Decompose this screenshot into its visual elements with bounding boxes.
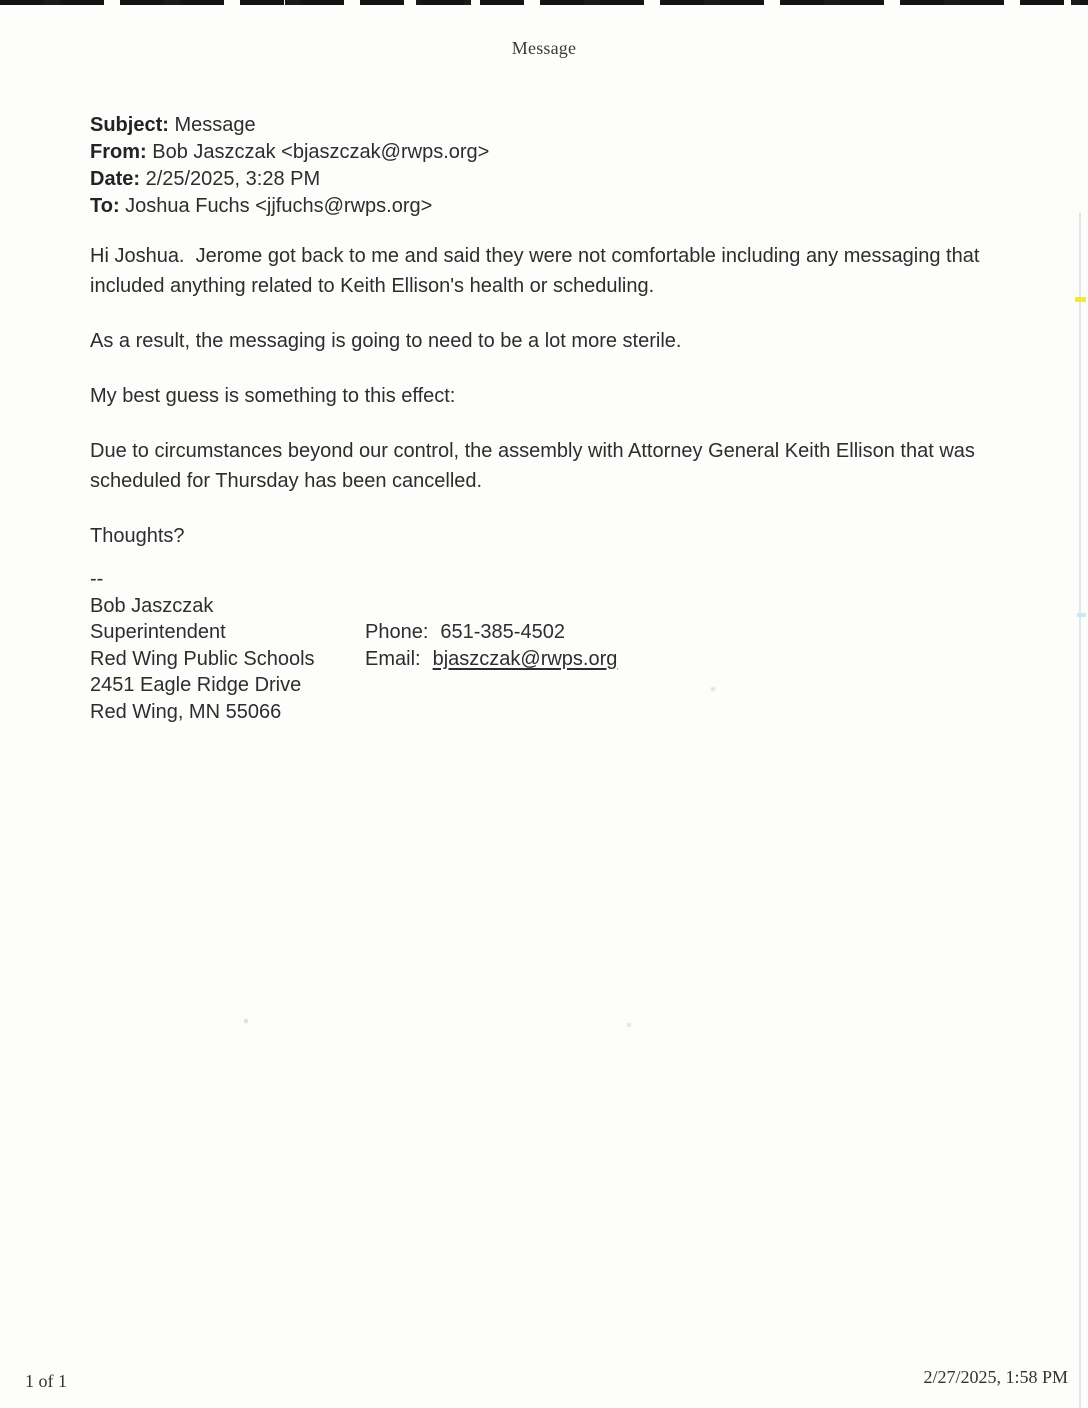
signature-org: Red Wing Public Schools	[90, 647, 315, 670]
from-label: From:	[90, 141, 147, 163]
subject-label: Subject:	[90, 114, 169, 136]
signature-email	[365, 646, 617, 673]
header-field-from	[90, 139, 489, 166]
page-number: 1 of 1	[25, 1371, 67, 1391]
body-paragraph: Hi Joshua. Jerome got back to me and said they were not comfortable including any messaging that included anything related to Keith Ellison's health or scheduling.	[90, 245, 985, 297]
email-label: Email:	[365, 647, 421, 670]
phone-label: Phone:	[365, 621, 429, 643]
to-value: Joshua Fuchs <jjfuchs@rwps.org>	[125, 195, 433, 217]
signature-title: Superintendent	[90, 621, 226, 643]
email-header	[90, 112, 489, 220]
to-label: To:	[90, 195, 120, 217]
body-paragraph: My best guess is something to this effect:	[90, 385, 456, 407]
scan-artifact-yellow-mark	[1075, 297, 1086, 302]
scan-artifact-edge-line	[1079, 213, 1081, 1408]
body-paragraph: As a result, the messaging is going to need to be a lot more sterile.	[90, 330, 682, 352]
signature-block	[90, 566, 315, 725]
header-field-to	[90, 193, 489, 220]
body-paragraph: Thoughts?	[90, 525, 185, 547]
signature-divider: --	[90, 568, 104, 590]
signature-address-street: 2451 Eagle Ridge Drive	[90, 674, 302, 696]
page-title: Message	[511, 38, 577, 58]
phone-value: 651-385-4502	[440, 621, 565, 643]
email-link: bjaszczak@rwps.org	[432, 647, 618, 670]
from-value: Bob Jaszczak <bjaszczak@rwps.org>	[152, 141, 490, 163]
email-body	[90, 241, 1025, 576]
scan-artifact-cyan-mark	[1077, 613, 1086, 617]
header-field-date	[90, 166, 489, 193]
scan-artifact-top-bar	[0, 0, 1088, 5]
signature-address-city: Red Wing, MN 55066	[90, 700, 282, 723]
date-label: Date:	[90, 168, 141, 190]
print-timestamp: 2/27/2025, 1:58 PM	[923, 1367, 1068, 1387]
body-paragraph: Due to circumstances beyond our control, the assembly with Attorney General Keith Ellison that was scheduled for Thursday has been cancelled.	[90, 440, 981, 492]
scan-artifact-specks	[0, 0, 2, 2]
signature-phone	[365, 619, 617, 646]
date-value: 2/25/2025, 3:28 PM	[145, 168, 321, 190]
signature-contact	[365, 619, 617, 672]
header-field-subject	[90, 112, 489, 139]
subject-value: Message	[174, 114, 256, 136]
signature-name: Bob Jaszczak	[90, 594, 214, 617]
